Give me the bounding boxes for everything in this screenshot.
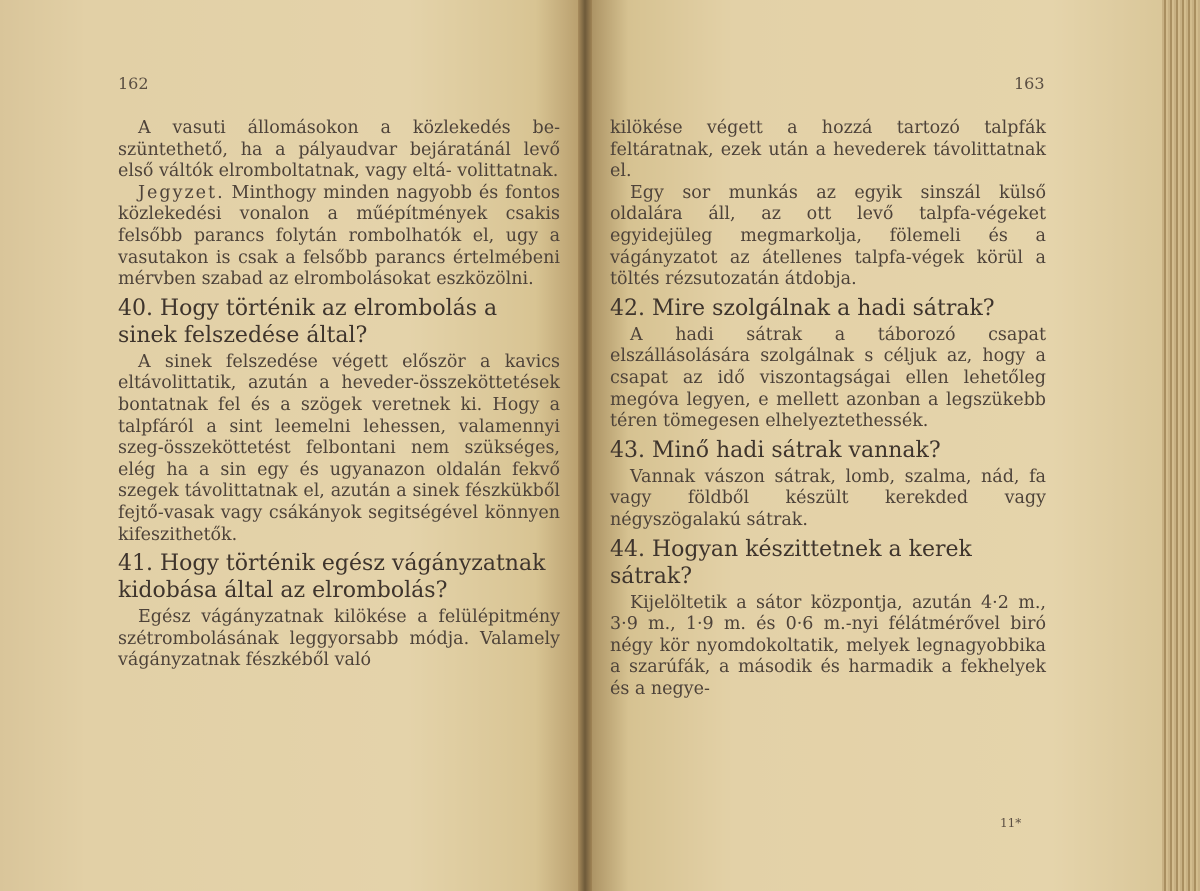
left-page-number: 162 [118, 74, 149, 93]
question-41-text: Egész vágányzatnak kilökése a felülépitmény szétrombolásának leggyorsabb módja. Valamely vágányzatnak fészkéből való [118, 607, 560, 671]
page-edges [1162, 0, 1200, 891]
intro-line: szüntethető, ha a pályaudvar bejáratánál [118, 139, 511, 160]
left-column [118, 118, 560, 672]
note-text: Minthogy minden nagyobb és fontos közlekedési vonalon a műépítmények csakis felsőbb parancs folytán rombolhatók el, ugy a vasutakon is csak a felsőbb parancs értelmébeni mérvben szabad az elrombolásokat eszközölni. [118, 182, 560, 290]
continued-text: kilökése végett a hozzá tartozó talpfák feltáratnak, ezek után a hevederek távolittatnak el. [610, 118, 1046, 182]
paragraph-2: Egy sor munkás az egyik sinszál külső oldalára áll, az ott levő talpfa-végeket egyidejüleg megmarkolja, fölemeli és a vágányzatot az átellenes talpfa-végek körül a töltés rézsutozatán átdobja. [610, 182, 1046, 290]
intro-paragraph [118, 118, 560, 183]
note-label: Jegyzet. [138, 182, 225, 203]
question-43-heading: 43. Minő hadi sátrak vannak? [610, 437, 941, 463]
book-gutter [578, 0, 592, 891]
note-paragraph [118, 183, 560, 291]
question-40-heading: 40. Hogy történik az elrombolás a sinek felszedése által? [118, 295, 498, 348]
question-44-text: Kijelöltetik a sátor központja, azután 4·2 m., 3·9 m., 1·9 m. és 0·6 m.-nyi félátmérővel biró négy kör nyomdokoltatik, melyek legnagyobbika a szarúfák, a második és harmadik a fekhelyek és a negye- [610, 592, 1046, 699]
signature-mark: 11* [1000, 816, 1022, 830]
question-44-heading: 44. Hogyan készittetnek a kerek sátrak? [610, 536, 972, 589]
question-40-text: A sinek felszedése végett először a kavics eltávolittatik, azután a heveder-összeköttetések bontatnak fel és a szögek veretnek ki. Hogy a talpfáról a sint leemelni lehessen, valamennyi szeg-összeköttetést felbontani nem szükséges, elég ha a sin egy és ugyanazon oldalán fekvő szegek távolittatnak el, azután a sinek fészkükből fejtő-vasak vagy csákányok segitségével könnyen kifeszithetők. [118, 351, 560, 545]
intro-line: volittatnak. [457, 161, 559, 182]
right-page-number: 163 [1014, 74, 1045, 93]
question-41-heading: 41. Hogy történik egész vágányzatnak kidobása által az elrombolás? [118, 551, 546, 604]
question-43-text: Vannak vászon sátrak, lomb, szalma, nád, fa vagy földből készült kerekded vagy négyszögalakú sátrak. [610, 466, 1046, 530]
question-42-text: A hadi sátrak a táborozó csapat elszállásolására szolgálnak s céljuk az, hogy a csapat az idő viszontagságai ellen lehetőleg megóva legyen, e mellett azonban a legszükebb téren tömegesen elhelyeztethessék. [610, 324, 1046, 432]
intro-line: levő első váltók elromboltatnak, vagy eltá- [118, 139, 560, 182]
question-42-heading: 42. Mire szolgálnak a hadi sátrak? [610, 295, 995, 321]
right-column [610, 118, 1046, 700]
intro-line: A vasuti állomásokon a közlekedés be- [138, 118, 560, 138]
